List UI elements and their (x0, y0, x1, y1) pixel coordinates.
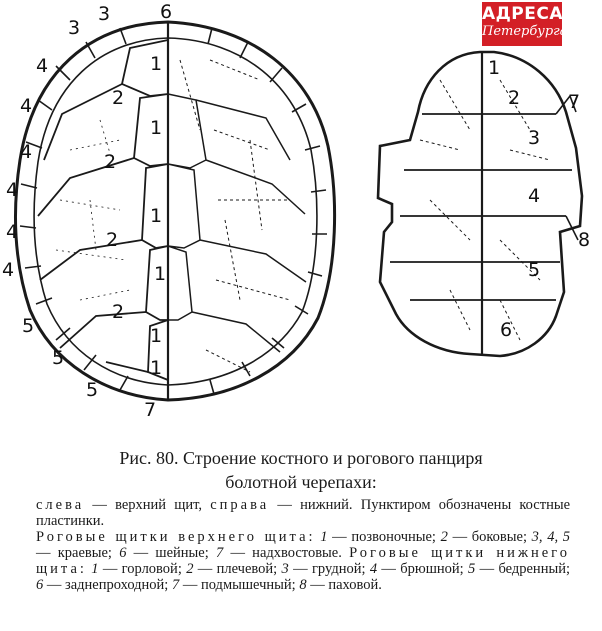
label-vertebral-1e: 1 (150, 325, 163, 347)
desc-text: — подмышечный; (179, 577, 300, 593)
desc-text: — грудной; (288, 561, 370, 577)
desc-num: 1 (320, 529, 328, 545)
label-left-4e: 4 (6, 221, 19, 243)
label-left-5c: 5 (86, 379, 99, 401)
desc-text: — краевые; (36, 545, 120, 561)
label-left-4c: 4 (20, 141, 33, 163)
description-paragraph-1 (36, 497, 570, 529)
label-vertebral-1a: 1 (150, 53, 163, 75)
label-vertebral-1b: 1 (150, 117, 163, 139)
desc-num: 4 (369, 561, 378, 577)
publisher-badge (482, 2, 568, 46)
label-left-4d: 4 (6, 179, 19, 201)
desc-text: — заднепроходной; (43, 577, 172, 593)
desc-num: 3, 4, 5 (531, 529, 571, 545)
desc-text-1: — верхний щит, (84, 497, 211, 513)
label-plastron-1: 1 (488, 57, 501, 79)
desc-num: 3 (281, 561, 289, 577)
desc-text: — паховой. (306, 577, 382, 593)
label-left-5b: 5 (52, 347, 65, 369)
desc-upper-heading: Роговые щитки верхнего щита: (36, 529, 316, 545)
desc-num: 5 (468, 561, 476, 577)
label-plastron-2: 2 (508, 87, 521, 109)
label-left-4b: 4 (20, 95, 33, 117)
label-vertebral-1f: 1 (150, 357, 163, 379)
desc-num: 6 (119, 545, 127, 561)
label-costal-2c: 2 (106, 229, 119, 251)
label-supracaudal-7: 7 (144, 399, 157, 421)
figure-description (36, 497, 570, 593)
label-plastron-5: 5 (528, 259, 541, 281)
label-left-4a: 4 (36, 55, 49, 77)
desc-left: слева (36, 497, 85, 513)
label-plastron-4: 4 (528, 185, 541, 207)
label-left-4f: 4 (2, 259, 15, 281)
label-nuchal-6: 6 (160, 1, 173, 23)
desc-text-2: — нижний. Пунктиром обозначены костные пластинки. (36, 497, 571, 529)
desc-right: справа (210, 497, 270, 513)
badge-subtitle: Петербурга (482, 24, 568, 39)
label-costal-2b: 2 (104, 151, 117, 173)
desc-text: — боковые; (447, 529, 532, 545)
label-plastron-7: 7 (568, 91, 581, 113)
desc-text: — горловой; (98, 561, 187, 577)
desc-text: — надхвостовые. (223, 545, 350, 561)
desc-num: 8 (299, 577, 307, 593)
desc-num: 7 (215, 545, 224, 561)
badge-title: АДРЕСА (482, 4, 564, 24)
description-paragraph-2 (36, 529, 570, 593)
desc-text: — бедренный; (475, 561, 570, 577)
desc-num: 6 (36, 577, 44, 593)
desc-text: — позвоночные; (327, 529, 441, 545)
desc-text: — шейные; (126, 545, 216, 561)
label-plastron-8: 8 (578, 229, 591, 251)
label-marginal-3a: 3 (68, 17, 81, 39)
plastron-drawing (378, 52, 582, 356)
desc-num: 2 (440, 529, 448, 545)
label-left-5a: 5 (22, 315, 35, 337)
desc-num: 2 (186, 561, 194, 577)
desc-text: — брюшной; (377, 561, 469, 577)
label-plastron-3: 3 (528, 127, 541, 149)
label-costal-2d: 2 (112, 301, 125, 323)
caption-line-2: болотной черепахи: (225, 472, 377, 492)
label-vertebral-1c: 1 (150, 205, 163, 227)
desc-lower-heading: Роговые щитки нижнего щита: (36, 545, 570, 577)
figure-caption (36, 446, 566, 494)
label-marginal-3b: 3 (98, 3, 111, 25)
desc-num: 7 (171, 577, 180, 593)
desc-num: 1 (91, 561, 99, 577)
label-costal-2a: 2 (112, 87, 125, 109)
carapace-drawing (15, 22, 334, 400)
caption-line-1: Рис. 80. Строение костного и рогового панциря (119, 448, 483, 468)
label-plastron-6: 6 (500, 319, 513, 341)
desc-text: — плечевой; (193, 561, 282, 577)
label-vertebral-1d: 1 (154, 263, 167, 285)
